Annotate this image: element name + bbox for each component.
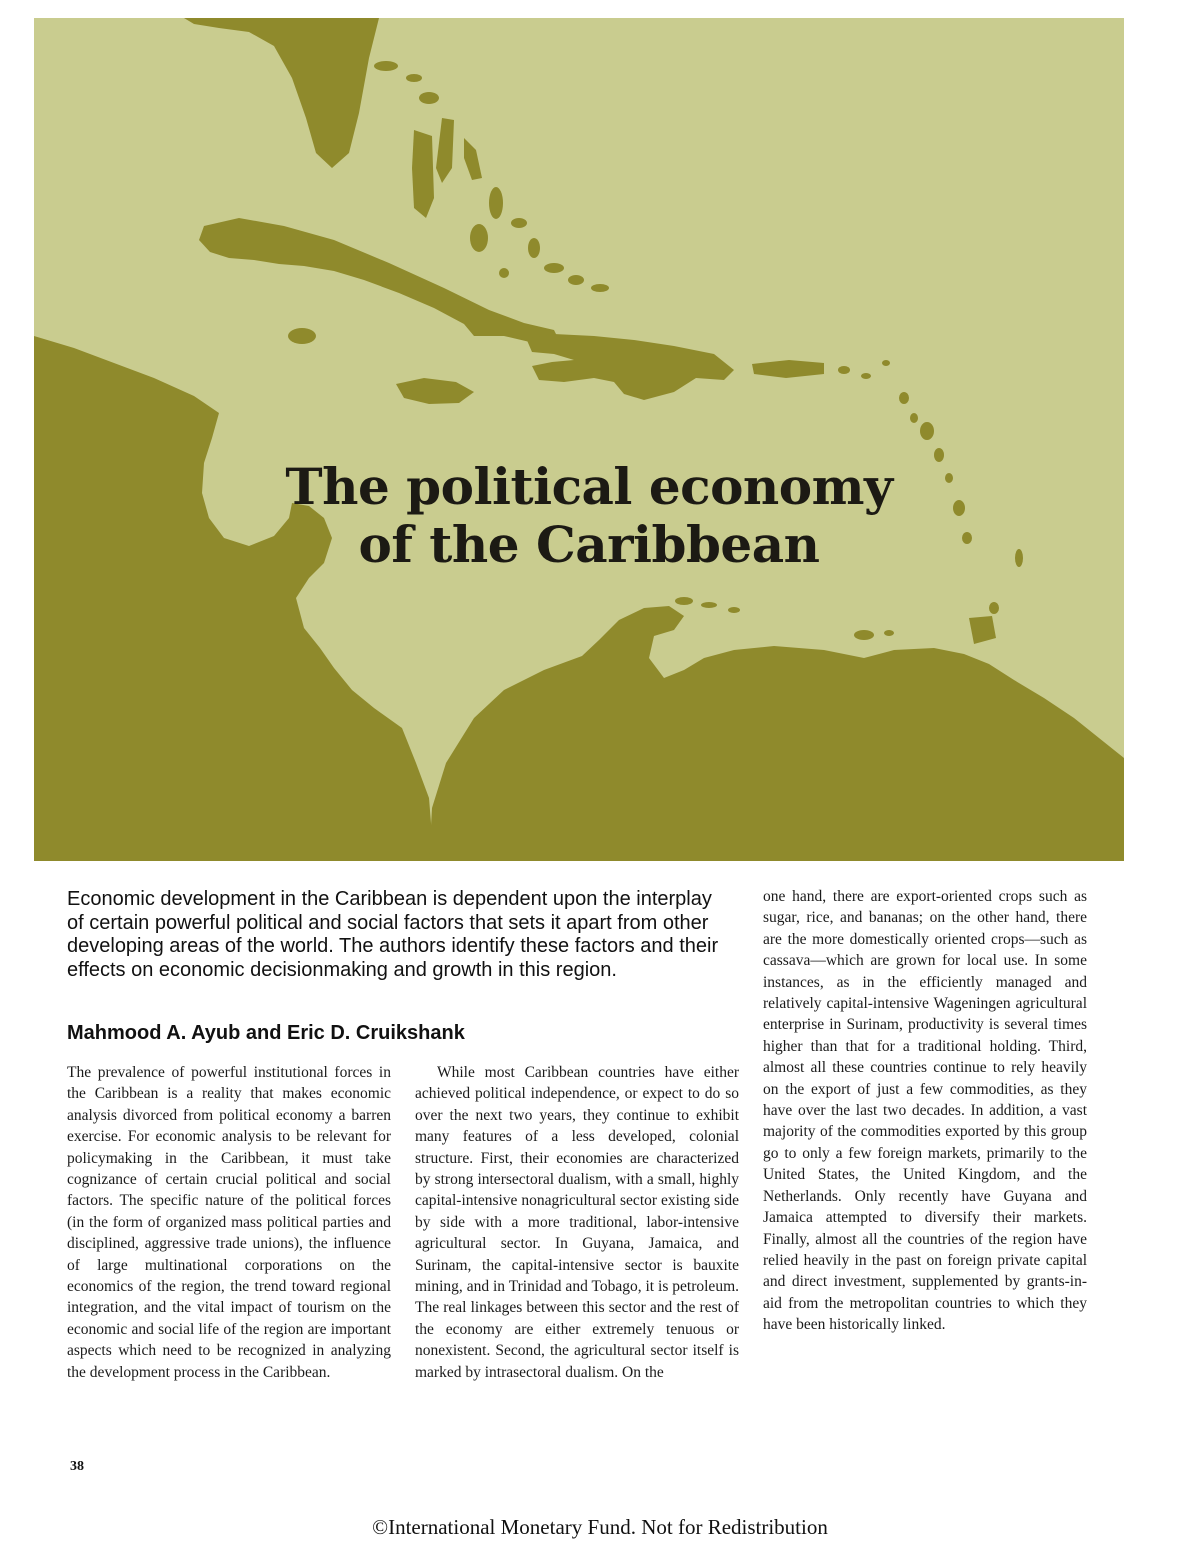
article-deck: Economic development in the Caribbean is dependent upon the interplay of certain powerful political and social factors that sets it apart from other developing areas of the world. The authors identify these factors and their effects on economic decisionmaking and growth in this region. bbox=[67, 888, 719, 981]
title-line-1: The political economy bbox=[285, 457, 893, 516]
author-byline: Mahmood A. Ayub and Eric D. Cruikshank bbox=[67, 1022, 465, 1044]
body-column-2: While most Caribbean countries have either achieved political independence, or expect to do so over the next two years, they continue to exhibit many features of a less developed, colonial structure. First, their economies are characterized by strong intersectoral dualism, with a small, highly capital-intensive nonagricultural sector existing side by side with a more traditional, labor-intensive agricultural sector. In Guyana, Jamaica, and Surinam, the capital-intensive sector is bauxite mining, and in Trinidad and Tobago, it is petroleum. The real linkages between this sector and the rest of the economy are either extremely tenuous or nonexistent. Second, the agricultural sector itself is marked by intrasectoral dualism. On the bbox=[415, 1064, 739, 1381]
article-title bbox=[34, 458, 1124, 574]
body-column-1: The prevalence of powerful institutional forces in the Caribbean is a reality that makes economic analysis divorced from political economy a barren exercise. For economic analysis to be relevant for policymaking in the Caribbean, it must take cognizance of certain crucial political and social factors. The specific nature of the political forces (in the form of organized mass political parties and disciplined, aggressive trade unions), the influence of large multinational corporations on the economics of the region, the trend toward regional integration, and the vital impact of tourism on the economic and social life of the region are important aspects which need to be recognized in analyzing the development process in the Caribbean. bbox=[67, 1064, 391, 1381]
map-illustration bbox=[34, 18, 1124, 861]
title-line-2: of the Caribbean bbox=[358, 515, 820, 574]
caribbean-map bbox=[34, 18, 1124, 861]
body-column-3: one hand, there are export-oriented crops such as sugar, rice, and bananas; on the other hand, there are the more domestically oriented crops—such as cassava—which are grown for local use. In some instances, as in the efficiently managed and relatively capital-intensive Wageningen agricultural enterprise in Surinam, productivity is several times higher than that for a traditional holding. Third, almost all these countries continue to rely heavily on the export of just a few commodities, as they have over the last two decades. In addition, a vast majority of the commodities exported by this group go to only a few foreign markets, primarily to the United States, the United Kingdom, and the Netherlands. Only recently have Guyana and Jamaica attempted to diversify their markets. Finally, almost all the countries of the region have relied heavily in the past on foreign private capital and direct investment, supplemented by grants-in-aid from the metropolitan countries to which they have been historically linked. bbox=[763, 888, 1087, 1334]
page-number: 38 bbox=[70, 1459, 84, 1474]
copyright-footer: ©International Monetary Fund. Not for Redistribution bbox=[372, 1515, 828, 1539]
isle-of-youth bbox=[288, 328, 316, 344]
